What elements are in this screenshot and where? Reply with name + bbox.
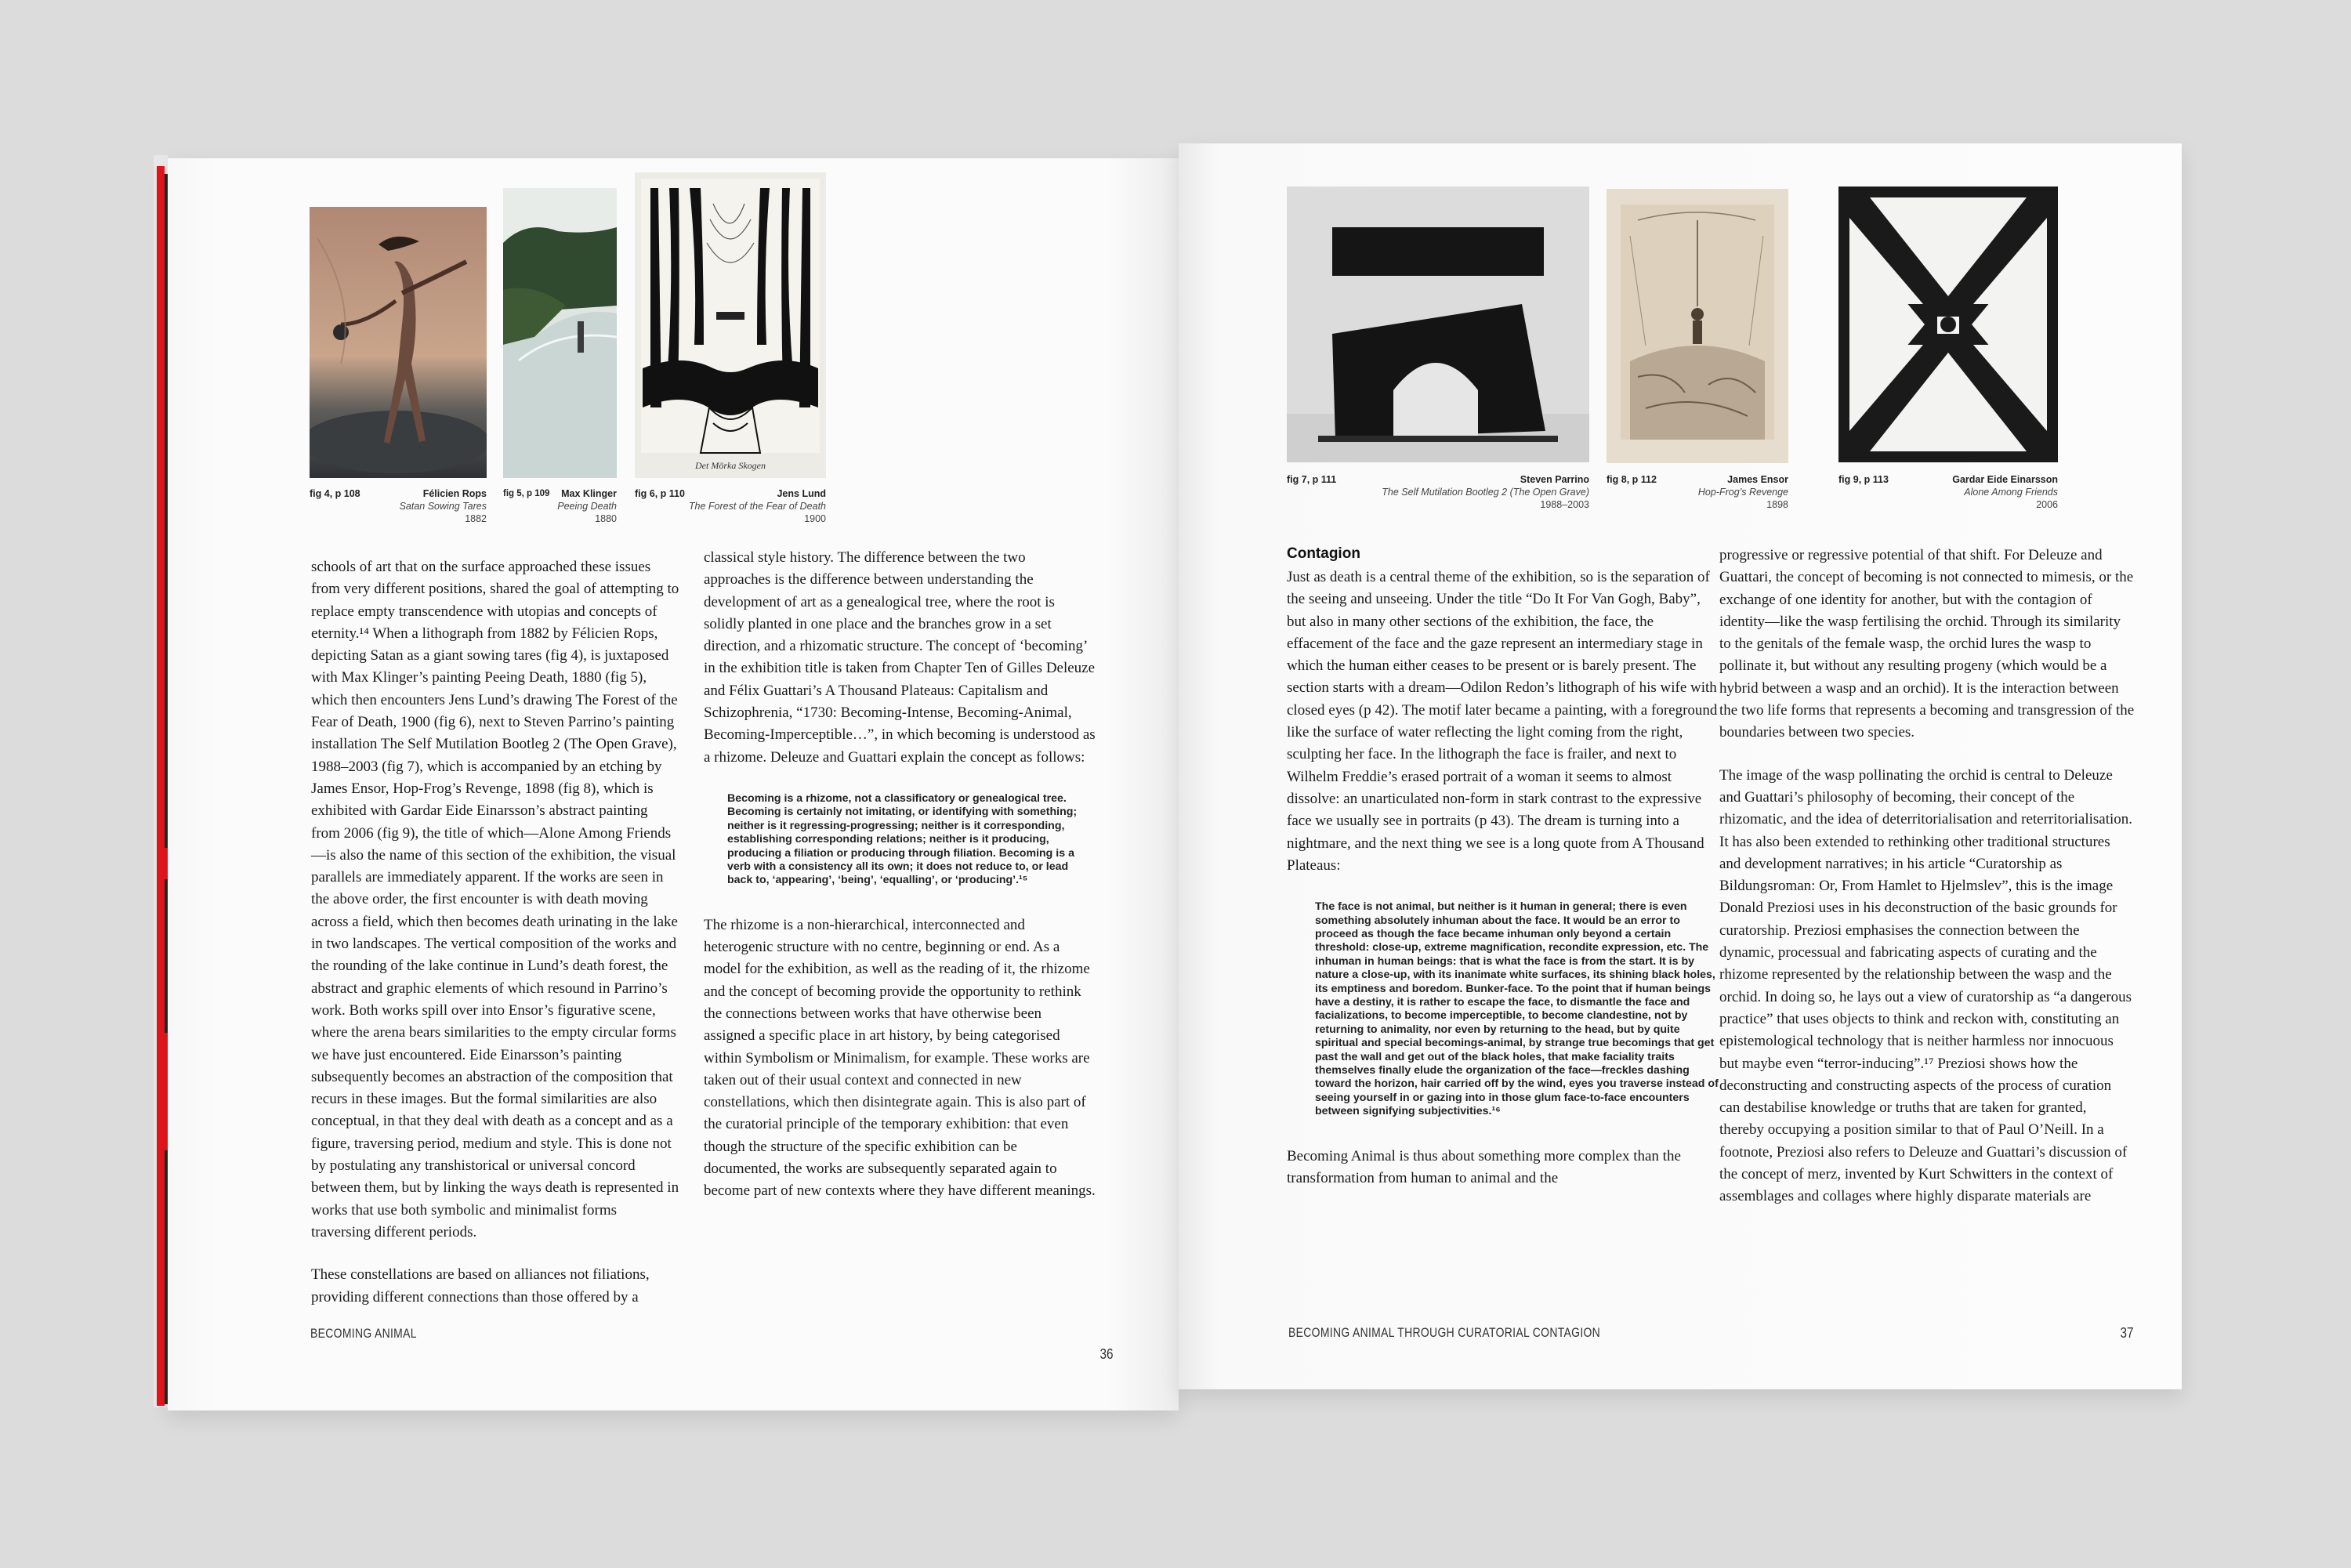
artwork-title: Satan Sowing Tares xyxy=(399,501,487,512)
painting-peeing-death-icon xyxy=(503,188,617,478)
paragraph: The rhizome is a non-hierarchical, interconnected and heterogenic structure with no centre, beginning or end. As a model for the exhibition, as well as the reading of it, the rhizome and the concept of becoming provide the opportunity to rethink the connections between works that have otherwise been assigned a specific place in art history, by being categorised within Symbolism or Minimalism, for example. These works are taken out of their usual context and connected in new constellations, which then disintegrate again. This is also part of the curatorial principle of the temporary exhibition: that even though the structure of the specific exhibition can be documented, the works are subsequently separated again to become part of new contexts where they have different meanings. xyxy=(704,916,1096,1200)
artwork-year: 1880 xyxy=(595,513,617,524)
paragraph: These constellations are based on alliances not filiations, providing different connections than those offered by a xyxy=(311,1266,650,1305)
figure-alone-among-friends xyxy=(1838,186,2058,462)
etching-hop-frogs-revenge-icon xyxy=(1607,189,1788,463)
spine-red-stripe xyxy=(157,166,165,1406)
page-number: 36 xyxy=(1099,1346,1114,1362)
caption-fig6 xyxy=(635,487,826,528)
text-column xyxy=(704,547,1096,1203)
text-column xyxy=(1287,567,1722,1190)
paragraph: The image of the wasp pollinating the orchid is central to Deleuze and Guattari’s philosophy of becoming, their concept of the rhizomatic, and the idea of deterritorialisation and reterritorialisation. It has also been extended to rethinking other traditional structures and development narratives; in his article “Curatorship as Bildungsroman: Or, From Hamlet to Hjelmslev”, this is the image Donald Preziosi uses in his deconstruction of the basic grounds for curatorship. Preziosi emphasises the connection between the dynamic, processual and fabricating aspects of curating and the rhizome represented by the relationship between the wasp and the orchid. In doing so, he lays out a view of curatorship as “a dangerous practice” that uses objects to think and reckon with, constituting an epistemological technology that is neither harmless nor innocuous but maybe even “terror-inducing”.¹⁷ Preziosi shows how the deconstructing and constructing aspects of the process of curation can destabilise knowledge or truths that are taken for granted, thereby occupying a position similar to that of Paul O’Neill. In a footnote, Preziosi also refers to Deleuze and Guattari’s discussion of the concept of merz, invented by Kurt Schwitters in the context of assemblages and collages where highly disparate materials are xyxy=(1719,766,2133,1205)
right-page xyxy=(1179,143,2182,1389)
text-column xyxy=(311,556,679,1309)
paragraph: Just as death is a central theme of the exhibition, so is the separation of the seeing and unseeing. Under the title “Do It For Van Gogh, Baby”, but also in many other sections of the exhibition, the face, the effacement of the face and the gaze represent an intermediary stage in which the human either ceases to be present or is barely present. The section starts with a dream—Odilon Redon’s lithograph of his wife with closed eyes (p 42). The motif later became a painting, with a foreground like the surface of water reflecting the light coming from the right, sculpting her face. In the lithograph the face is frailer, and next to Wilhelm Freddie’s erased portrait of a woman it seems to almost dissolve: an unarticulated non-form in stark contrast to the expressive face we usually see in portraits (p 43). The dream is turning into a nightmare, and the next thing we see is a long quote from A Thousand Plateaus: xyxy=(1287,569,1718,874)
paragraph: schools of art that on the surface approached these issues from very different positions, shared the goal of attempting to replace empty transcendence with utopias and concepts of eternity.¹⁴ When a lithograph from 1882 by Félicien Rops, depicting Satan as a giant sowing tares (fig 4), is juxtaposed with Max Klinger’s painting Peeing Death, 1880 (fig 5), which then encounters Jens Lund’s drawing The Forest of the Fear of Death, 1900 (fig 6), next to Steven Parrino’s painting installation The Self Mutilation Bootleg 2 (The Open Grave), 1988–2003 (fig 7), which is accompanied by an etching by James Ensor, Hop-Frog’s Revenge, 1898 (fig 8), which is exhibited with Gardar Eide Einarsson’s abstract painting from 2006 (fig 9), the title of which—Alone Among Friends—is also the name of this section of the exhibition, the visual parallels are immediately apparent. If the works are seen in the above order, the first encounter is with death moving across a field, which then becomes death urinating in the lake in two landscapes. The vertical composition of the works and the rounding of the lake continue in Lund’s death forest, the abstract and graphic elements of which resound in Parrino’s work. Both works spill over into Ensor’s figurative scene, where the arena bears similarities to the empty circular forms we have just encountered. Eide Einarsson’s painting subsequently becomes an abstraction of the composition that recurs in these images. But the formal similarities are also conceptual, in that they deal with death as a concept and as a figure, traversing period, medium and style. This is done not by postulating any transhistorical or universal concord between them, but by linking the ways death is represented in works that use both symbolic and minimalist forms traversing different periods. xyxy=(311,559,679,1240)
artist-name: Max Klinger xyxy=(561,488,617,499)
section-heading: Contagion xyxy=(1287,545,1360,562)
spine-red-tab xyxy=(160,848,168,879)
artwork-year: 1988–2003 xyxy=(1540,499,1589,510)
figure-forest-of-fear xyxy=(635,172,826,478)
artwork-title: Hop-Frog’s Revenge xyxy=(1697,487,1788,498)
painting-alone-among-friends-icon xyxy=(1838,186,2058,462)
figure-number: fig 4, p 108 xyxy=(310,488,360,499)
artwork-year: 2006 xyxy=(2036,499,2058,510)
drawing-forest-of-fear-icon xyxy=(635,172,826,478)
artwork-title: The Self Mutilation Bootleg 2 (The Open Grave) xyxy=(1382,487,1589,498)
caption-fig5 xyxy=(503,487,617,528)
running-head: BECOMING ANIMAL xyxy=(310,1326,417,1341)
painting-satan-sowing-tares-icon xyxy=(310,207,487,478)
figure-peeing-death xyxy=(503,188,617,478)
artwork-signature: Det Mörka Skogen xyxy=(695,460,766,471)
artwork-year: 1898 xyxy=(1766,499,1788,510)
installation-open-grave-icon xyxy=(1287,186,1589,462)
page-number: 37 xyxy=(2120,1325,2134,1341)
caption-fig9 xyxy=(1838,473,2058,514)
caption-fig7 xyxy=(1287,473,1589,514)
artwork-title: The Forest of the Fear of Death xyxy=(688,501,826,512)
artist-name: Steven Parrino xyxy=(1520,474,1589,485)
paragraph: progressive or regressive potential of that shift. For Deleuze and Guattari, the concept of becoming is not connected to mimesis, or the exchange of one identity for another, but with the contagion of identity—like the wasp fertilising the orchid. Through its similarity to the genitals of the female wasp, the orchid lures the wasp to pollinate it, but without any resulting progeny (which would be a hybrid between a wasp and an orchid). It is the interaction between the two life forms that represents a becoming and transgression of the boundaries between two species. xyxy=(1719,547,2135,741)
artist-name: James Ensor xyxy=(1727,474,1788,485)
artwork-year: 1900 xyxy=(804,513,826,524)
artist-name: Jens Lund xyxy=(777,488,826,499)
block-quote: Becoming is a rhizome, not a classificatory or genealogical tree. Becoming is certainly not imitating, or identifying with something; neither is it regressing-progressing; neither is it corresponding, establishing corresponding relations; neither is it producing, producing a filiation or producing through filiation. Becoming is a verb with a consistency all its own; it does not reduce to, or lead back to, ‘appearing’, ‘being’, ‘equalling’, or ‘producing’.¹⁵ xyxy=(727,791,1078,887)
artwork-title: Peeing Death xyxy=(557,501,617,512)
figure-hop-frogs-revenge xyxy=(1607,189,1788,463)
figure-number: fig 6, p 110 xyxy=(635,488,685,499)
artwork-year: 1882 xyxy=(465,513,487,524)
figure-number: fig 8, p 112 xyxy=(1607,474,1657,485)
artist-name: Gardar Eide Einarsson xyxy=(1952,474,2058,485)
figure-satan-sowing-tares xyxy=(310,207,487,478)
artwork-title: Alone Among Friends xyxy=(1964,487,2058,498)
left-page xyxy=(168,158,1179,1410)
spine-red-tab xyxy=(160,1033,168,1150)
caption-fig4 xyxy=(310,487,487,528)
figure-open-grave xyxy=(1287,186,1589,462)
paragraph: Becoming Animal is thus about something more complex than the transformation from human to animal and the xyxy=(1287,1147,1681,1186)
text-column xyxy=(1719,545,2135,1208)
artist-name: Félicien Rops xyxy=(422,488,487,499)
figure-number: fig 9, p 113 xyxy=(1838,474,1889,485)
caption-fig8 xyxy=(1607,473,1788,514)
figure-number: fig 7, p 111 xyxy=(1287,474,1337,485)
figure-number: fig 5, p 109 xyxy=(503,489,550,498)
block-quote: The face is not animal, but neither is it human in general; there is even something absolutely inhuman about the face. It would be an error to proceed as though the face became inhuman only beyond a certain threshold: close-up, extreme magnification, recondite expression, etc. The inhuman in human beings: that is what the face is from the start. It is by nature a close-up, with its inanimate white surfaces, its shining black holes, its emptiness and boredom. Bunker-face. To the point that if human beings have a destiny, it is rather to escape the face, to dismantle the face and facializations, to become imperceptible, to become clandestine, not by returning to animality, nor even by returning to the head, but by quite spiritual and special becomings-animal, by strange true becomings that get past the wall and get out of the black holes, that make faciality traits themselves finally elude the organization of the face—freckles dashing toward the horizon, hair carried off by the wind, eyes you traverse instead of seeing yourself in or gazing into in those glum face-to-face encounters between signifying subjectivities.¹⁶ xyxy=(1315,900,1719,1118)
running-head: BECOMING ANIMAL THROUGH CURATORIAL CONTAGION xyxy=(1288,1325,1601,1340)
paragraph: classical style history. The difference between the two approaches is the difference between understanding the development of art as a genealogical tree, where the root is solidly planted in one place and the branches grow in a set direction, and a rhizomatic structure. The concept of ‘becoming’ in the exhibition title is taken from Chapter Ten of Gilles Deleuze and Félix Guattari’s A Thousand Plateaus: Capitalism and Schizophrenia, “1730: Becoming-Intense, Becoming-Animal, Becoming-Imperceptible…”, in which becoming is understood as a rhizome. Deleuze and Guattari explain the concept as follows: xyxy=(704,549,1096,766)
